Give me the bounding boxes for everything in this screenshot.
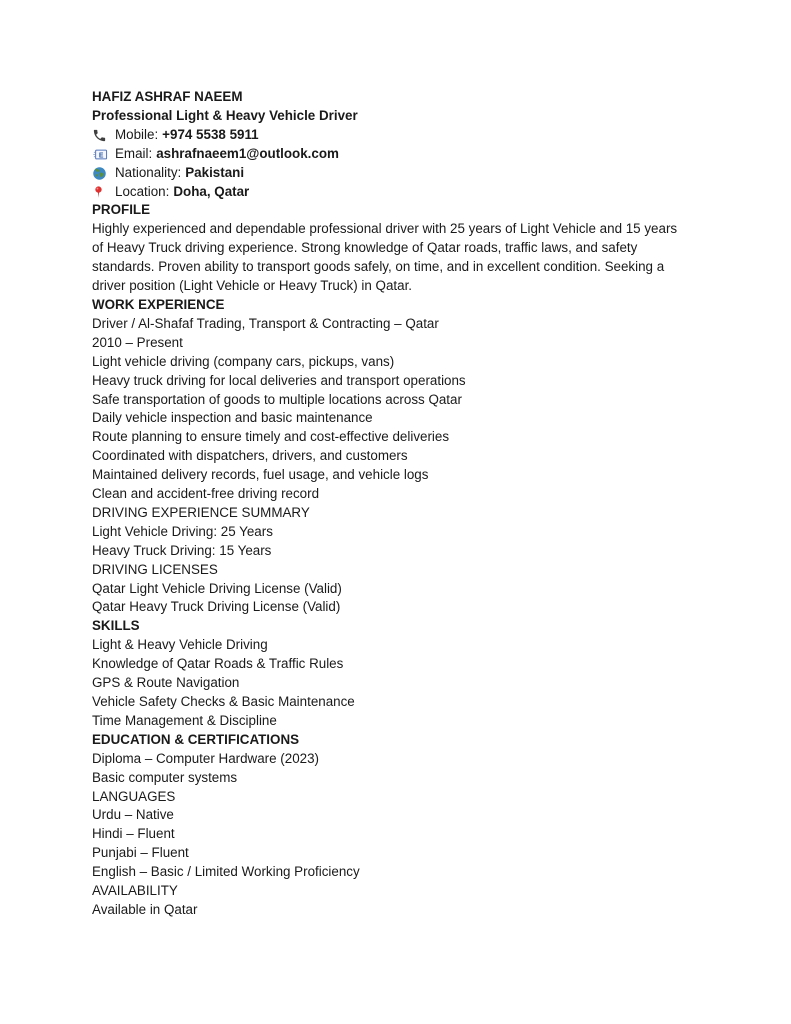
section-line: Daily vehicle inspection and basic maintenance (92, 410, 373, 426)
section-line: Driver / Al-Shafaf Trading, Transport & Contracting – Qatar (92, 315, 439, 331)
section-line: 2010 – Present (92, 334, 183, 350)
section-line: GPS & Route Navigation (92, 675, 240, 691)
section-line: Clean and accident-free driving record (92, 486, 320, 502)
section-line: Heavy Truck Driving: 15 Years (92, 542, 272, 558)
section-line: Diploma – Computer Hardware (2023) (92, 750, 319, 766)
section-heading-work-experience: WORK EXPERIENCE (92, 296, 225, 312)
section-heading-languages: LANGUAGES (92, 788, 176, 804)
phone-icon (92, 128, 110, 143)
section-line: Vehicle Safety Checks & Basic Maintenance (92, 694, 355, 709)
contact-label: Email: (115, 145, 153, 161)
resume-page (92, 88, 692, 920)
section-line: Punjabi – Fluent (92, 845, 189, 861)
section-line: Urdu – Native (92, 807, 174, 823)
contact-value: +974 5538 5911 (162, 126, 259, 142)
resume-sections (92, 201, 692, 919)
section-line: Safe transportation of goods to multiple locations across Qatar (92, 391, 462, 407)
contact-value: Pakistani (185, 164, 245, 180)
resume-job-title: Professional Light & Heavy Vehicle Driver (92, 107, 358, 123)
section-line: Qatar Light Vehicle Driving License (Valid) (92, 580, 342, 596)
contact-row-phone (92, 126, 692, 145)
section-heading-driving-licenses: DRIVING LICENSES (92, 561, 218, 577)
contact-label: Location: (115, 183, 170, 199)
contact-row-pin (92, 183, 692, 202)
section-line: Light vehicle driving (company cars, pickups, vans) (92, 353, 395, 369)
section-line: Basic computer systems (92, 769, 238, 785)
section-line: Time Management & Discipline (92, 712, 277, 728)
section-line: Light Vehicle Driving: 25 Years (92, 523, 273, 539)
section-heading-profile: PROFILE (92, 202, 151, 218)
contact-label: Mobile: (115, 126, 159, 142)
section-line: Route planning to ensure timely and cost-effective deliveries (92, 429, 450, 445)
section-line: Hindi – Fluent (92, 826, 175, 842)
contact-list (92, 126, 692, 202)
section-line: Available in Qatar (92, 901, 198, 917)
section-line: Maintained delivery records, fuel usage, and vehicle logs (92, 467, 429, 483)
contact-value: Doha, Qatar (173, 183, 250, 199)
section-line: Qatar Heavy Truck Driving License (Valid) (92, 599, 341, 615)
contact-row-email (92, 145, 692, 164)
section-heading-driving-experience-summary: DRIVING EXPERIENCE SUMMARY (92, 504, 310, 520)
contact-row-globe (92, 164, 692, 183)
contact-value: ashrafnaeem1@outlook.com (156, 145, 339, 161)
resume-name: HAFIZ ASHRAF NAEEM (92, 89, 243, 104)
section-line: Light & Heavy Vehicle Driving (92, 637, 268, 653)
section-line: English – Basic / Limited Working Proficiency (92, 864, 360, 880)
section-heading-skills: SKILLS (92, 618, 140, 634)
svg-text:E: E (98, 151, 104, 159)
globe-icon (92, 166, 110, 181)
pin-icon (92, 184, 110, 200)
section-line: Knowledge of Qatar Roads & Traffic Rules (92, 656, 344, 672)
section-paragraph-profile: Highly experienced and dependable professional driver with 25 years of Light Vehicle and 15 years of Heavy Truck driving experience. Strong knowledge of Qatar roads, traffic laws, and safety standards. Proven ability to transport goods safely, on time, and in excellent condition. Seeking a driver position (Light Vehicle or Heavy Truck) in Qatar. (92, 221, 678, 294)
email-icon (92, 147, 110, 162)
section-heading-education-certifications: EDUCATION & CERTIFICATIONS (92, 731, 300, 747)
section-line: Heavy truck driving for local deliveries and transport operations (92, 372, 466, 388)
section-line: Coordinated with dispatchers, drivers, and customers (92, 448, 408, 464)
section-heading-availability: AVAILABILITY (92, 883, 178, 899)
contact-label: Nationality: (115, 164, 182, 180)
